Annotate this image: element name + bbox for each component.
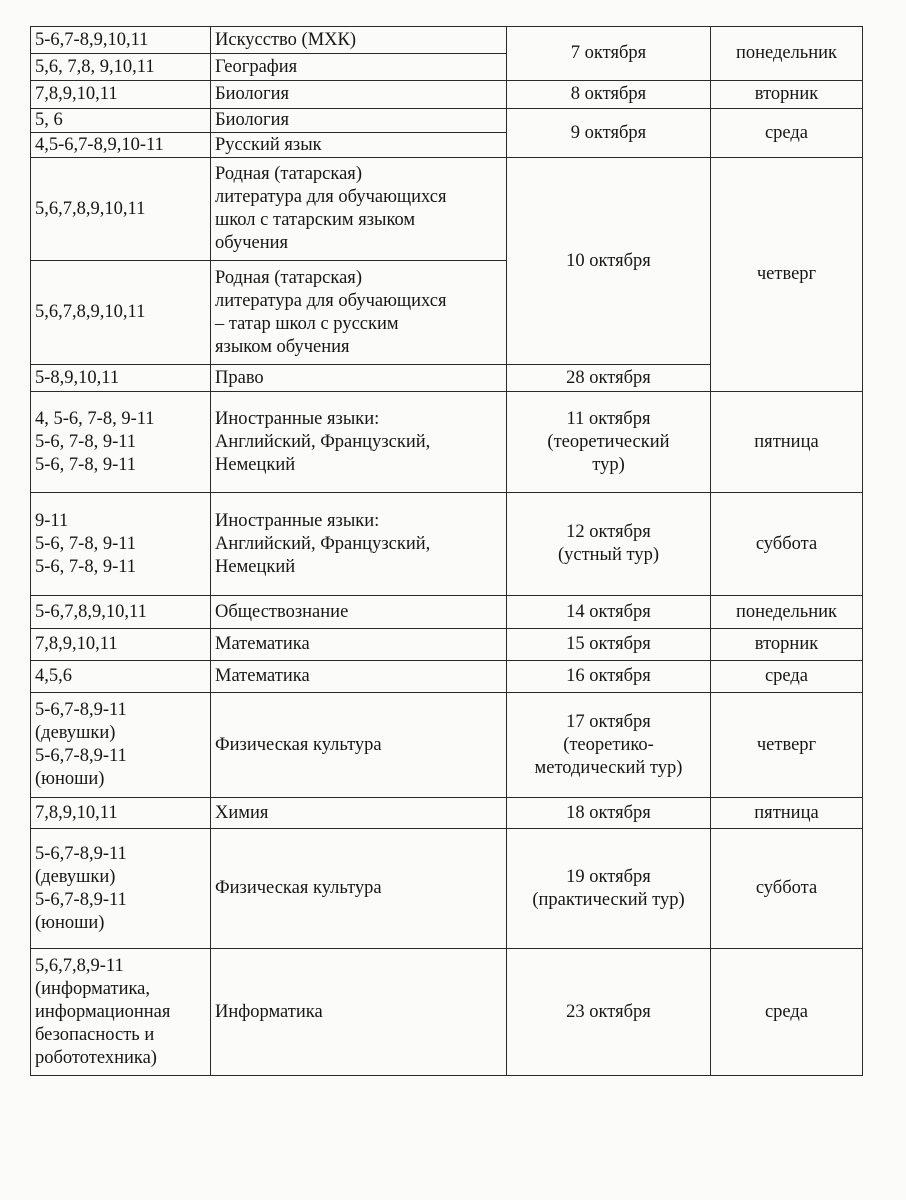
subject-cell <box>211 109 507 133</box>
subject-cell <box>211 81 507 109</box>
subject-cell-line: Родная (татарская) <box>215 267 362 288</box>
weekday-cell <box>711 27 863 81</box>
subject-cell <box>211 596 507 629</box>
date-cell-line: 17 октября <box>566 711 651 732</box>
grades-cell <box>31 798 211 829</box>
grades-cell-line: 9-11 <box>35 510 69 531</box>
grades-cell <box>31 27 211 54</box>
weekday-cell-line: среда <box>764 122 809 143</box>
weekday-cell-line: пятница <box>754 802 819 823</box>
grades-cell <box>31 693 211 798</box>
subject-cell <box>211 949 507 1076</box>
subject-cell-line: Химия <box>215 802 269 823</box>
grades-cell <box>31 629 211 661</box>
table-row <box>31 392 863 493</box>
grades-cell <box>31 596 211 629</box>
grades-cell-line: 7,8,9,10,11 <box>35 84 118 104</box>
subject-cell-line: Право <box>215 367 264 388</box>
date-cell <box>507 596 711 629</box>
grades-cell-line: 5-6,7-8,9,10,11 <box>35 29 149 50</box>
grades-cell-line: (юноши) <box>35 769 105 789</box>
subject-cell-line: обучения <box>215 233 289 253</box>
date-cell-line: 9 октября <box>570 122 647 143</box>
subject-cell-line: Обществознание <box>215 601 349 622</box>
subject-cell-line: школ с татарским языком <box>215 210 416 230</box>
subject-cell-line: Немецкий <box>215 454 296 475</box>
grades-cell-line: робототехника) <box>35 1047 157 1068</box>
weekday-cell <box>711 81 863 109</box>
grades-cell-line: 4,5,6 <box>35 666 72 686</box>
weekday-cell <box>711 829 863 949</box>
subject-cell <box>211 392 507 493</box>
grades-cell <box>31 81 211 109</box>
table-row <box>31 27 863 54</box>
subject-cell <box>211 798 507 829</box>
grades-cell-line: 5-6,7-8,9-11 <box>35 843 127 864</box>
grades-cell-line: 5-6, 7-8, 9-11 <box>35 533 137 554</box>
date-cell-line: 14 октября <box>566 601 651 622</box>
subject-cell-line: Искусство (МХК) <box>215 29 357 50</box>
date-cell-line: 19 октября <box>566 866 651 887</box>
subject-cell-line: Родная (татарская) <box>215 164 362 184</box>
subject-cell-line: литература для обучающихся <box>215 187 447 207</box>
date-cell-line: (теоретико- <box>563 734 654 755</box>
weekday-cell <box>711 629 863 661</box>
grades-cell-line: 5-6, 7-8, 9-11 <box>35 454 137 475</box>
date-cell-line: (практический тур) <box>532 889 685 910</box>
subject-cell-line: Математика <box>215 634 310 654</box>
grades-cell <box>31 392 211 493</box>
grades-cell-line: 5,6,7,8,9,10,11 <box>35 198 146 219</box>
weekday-cell-line: среда <box>764 1001 809 1022</box>
weekday-cell-line: суббота <box>755 878 818 898</box>
subject-cell <box>211 133 507 158</box>
weekday-cell <box>711 798 863 829</box>
grades-cell <box>31 54 211 81</box>
weekday-cell <box>711 109 863 158</box>
subject-cell <box>211 693 507 798</box>
grades-cell-line: 5, 6 <box>35 110 63 130</box>
grades-cell <box>31 493 211 596</box>
date-cell-line: 23 октября <box>566 1001 651 1022</box>
grades-cell-line: 7,8,9,10,11 <box>35 634 118 654</box>
table-row <box>31 693 863 798</box>
subject-cell-line: Физическая культура <box>215 734 382 755</box>
weekday-cell-line: среда <box>764 666 809 686</box>
grades-cell-line: 5,6,7,8,9-11 <box>35 955 124 976</box>
weekday-cell-line: вторник <box>754 634 819 654</box>
grades-cell-line: 5-6, 7-8, 9-11 <box>35 556 137 577</box>
grades-cell-line: 5,6, 7,8, 9,10,11 <box>35 56 155 77</box>
subject-cell-line: Информатика <box>215 1001 323 1022</box>
grades-cell <box>31 109 211 133</box>
table-row <box>31 493 863 596</box>
grades-cell <box>31 661 211 693</box>
subject-cell <box>211 629 507 661</box>
subject-cell-line: Биология <box>215 110 290 130</box>
date-cell <box>507 829 711 949</box>
date-cell-line: 15 октября <box>566 634 651 654</box>
subject-cell-line: – татар школ с русским <box>215 313 399 334</box>
grades-cell <box>31 158 211 261</box>
date-cell <box>507 392 711 493</box>
grades-cell-line: безопасность и <box>35 1024 155 1045</box>
grades-cell-line: 4, 5-6, 7-8, 9-11 <box>35 408 155 429</box>
subject-cell-line: Английский, Французский, <box>215 431 431 452</box>
date-cell <box>507 693 711 798</box>
weekday-cell <box>711 493 863 596</box>
grades-cell-line: (юноши) <box>35 912 105 933</box>
grades-cell-line: (девушки) <box>35 866 116 887</box>
table-row <box>31 829 863 949</box>
weekday-cell-line: вторник <box>754 84 819 104</box>
date-cell-line: методический тур) <box>534 757 683 778</box>
subject-cell <box>211 661 507 693</box>
subject-cell <box>211 27 507 54</box>
olympiad-schedule-table <box>30 26 863 1076</box>
grades-cell-line: 7,8,9,10,11 <box>35 802 118 823</box>
subject-cell <box>211 54 507 81</box>
table-row <box>31 661 863 693</box>
date-cell-line: (теоретический <box>547 431 670 452</box>
grades-cell-line: 5,6,7,8,9,10,11 <box>35 302 146 322</box>
table-row <box>31 596 863 629</box>
date-cell <box>507 109 711 158</box>
subject-cell <box>211 829 507 949</box>
date-cell <box>507 158 711 365</box>
weekday-cell-line: понедельник <box>735 43 838 63</box>
weekday-cell <box>711 158 863 392</box>
subject-cell-line: Иностранные языки: <box>215 408 380 429</box>
date-cell-line: 10 октября <box>566 250 651 271</box>
grades-cell-line: 5-6,7,8,9,10,11 <box>35 601 147 622</box>
date-cell <box>507 798 711 829</box>
date-cell <box>507 27 711 81</box>
grades-cell-line: (девушки) <box>35 723 116 743</box>
weekday-cell-line: четверг <box>756 734 817 755</box>
subject-cell <box>211 365 507 392</box>
grades-cell-line: (информатика, <box>35 978 151 999</box>
grades-cell <box>31 365 211 392</box>
subject-cell-line: языком обучения <box>215 336 350 357</box>
date-cell-line: тур) <box>592 454 625 475</box>
weekday-cell-line: четверг <box>756 264 817 284</box>
subject-cell-line: Английский, Французский, <box>215 533 431 554</box>
weekday-cell-line: пятница <box>754 431 819 452</box>
date-cell-line: 18 октября <box>566 802 651 823</box>
grades-cell <box>31 829 211 949</box>
table-row <box>31 81 863 109</box>
subject-cell <box>211 493 507 596</box>
table-row <box>31 949 863 1076</box>
date-cell <box>507 365 711 392</box>
weekday-cell <box>711 392 863 493</box>
date-cell <box>507 493 711 596</box>
subject-cell <box>211 261 507 365</box>
date-cell-line: 11 октября <box>566 408 651 429</box>
date-cell-line: 7 октября <box>570 43 647 63</box>
date-cell <box>507 629 711 661</box>
grades-cell <box>31 133 211 158</box>
grades-cell-line: 5-6,7-8,9-11 <box>35 889 127 910</box>
subject-cell <box>211 158 507 261</box>
subject-cell-line: литература для обучающихся <box>215 290 447 311</box>
subject-cell-line: Иностранные языки: <box>215 510 380 531</box>
subject-cell-line: География <box>215 56 298 77</box>
date-cell-line: (устный тур) <box>557 545 660 565</box>
grades-cell-line: 5-6, 7-8, 9-11 <box>35 431 137 452</box>
subject-cell-line: Физическая культура <box>215 878 382 898</box>
subject-cell-line: Математика <box>215 666 310 686</box>
date-cell <box>507 661 711 693</box>
subject-cell-line: Русский язык <box>215 134 322 155</box>
date-cell-line: 16 октября <box>566 666 651 686</box>
weekday-cell <box>711 596 863 629</box>
subject-cell-line: Биология <box>215 84 290 104</box>
date-cell <box>507 81 711 109</box>
weekday-cell <box>711 661 863 693</box>
date-cell-line: 12 октября <box>566 522 651 542</box>
table-row <box>31 629 863 661</box>
weekday-cell-line: понедельник <box>735 601 838 622</box>
date-cell-line: 28 октября <box>566 367 651 388</box>
table-row <box>31 109 863 133</box>
weekday-cell <box>711 949 863 1076</box>
grades-cell <box>31 949 211 1076</box>
grades-cell-line: 5-6,7-8,9-11 <box>35 700 127 720</box>
date-cell <box>507 949 711 1076</box>
grades-cell <box>31 261 211 365</box>
grades-cell-line: информационная <box>35 1001 171 1022</box>
grades-cell-line: 5-6,7-8,9-11 <box>35 746 127 766</box>
subject-cell-line: Немецкий <box>215 556 296 577</box>
table-row <box>31 158 863 261</box>
weekday-cell-line: суббота <box>755 533 818 554</box>
grades-cell-line: 5-8,9,10,11 <box>35 367 120 388</box>
weekday-cell <box>711 693 863 798</box>
table-row <box>31 798 863 829</box>
date-cell-line: 8 октября <box>570 84 647 104</box>
grades-cell-line: 4,5-6,7-8,9,10-11 <box>35 134 164 155</box>
